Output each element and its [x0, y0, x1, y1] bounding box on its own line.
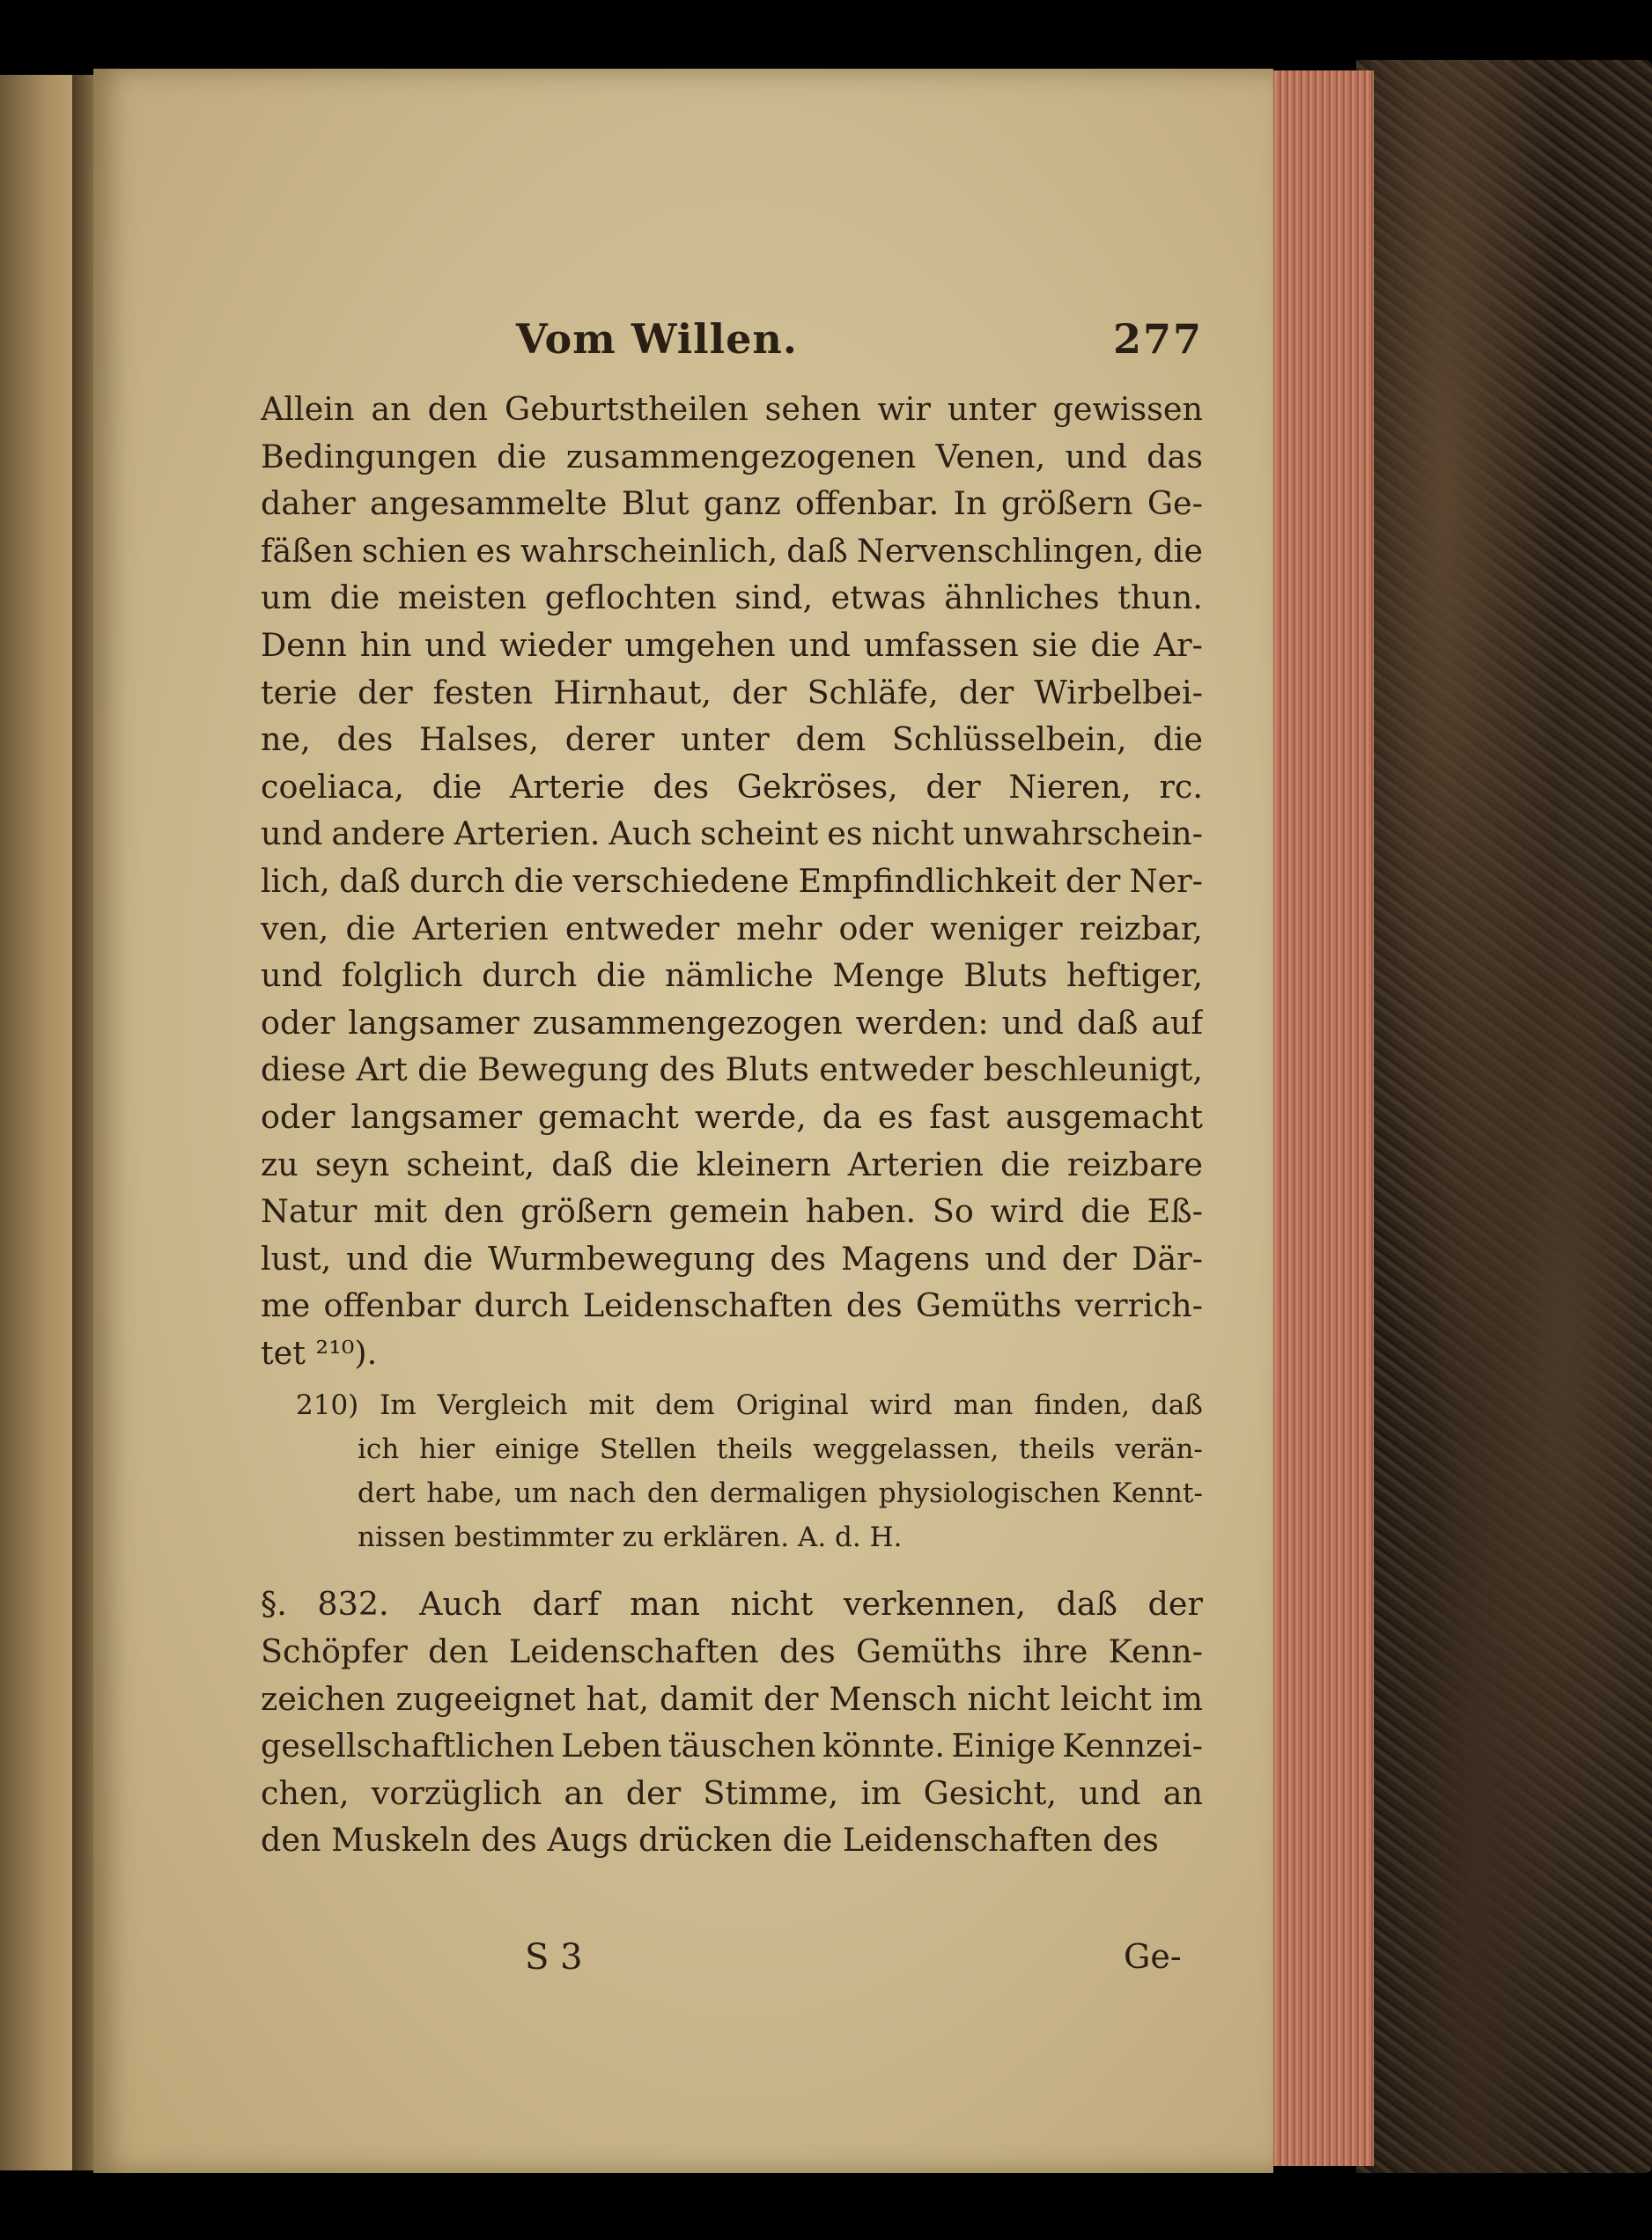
text-line: um die meisten geflochten sind, etwas ähnliches thun. [261, 578, 1203, 617]
body-paragraph-1 [261, 386, 1203, 1376]
text-line: nissen bestimmter zu erklären. A. d. H. [358, 1522, 903, 1554]
text-line: fäßen schien es wahrscheinlich, daß Nervenschlingen, die [261, 531, 1203, 570]
text-line: ich hier einige Stellen theils weggelassen, theils verän- [358, 1433, 1203, 1466]
text-line: dert habe, um nach den dermaligen physiologischen Kennt- [358, 1477, 1203, 1510]
text-line: den Muskeln des Augs drücken die Leidenschaften des [261, 1821, 1159, 1860]
text-line: lust, und die Wurmbewegung des Magens und der Där- [261, 1239, 1203, 1278]
page-header [261, 315, 1203, 386]
text-line: oder langsamer zusammengezogen werden: und daß auf [261, 1003, 1203, 1042]
text-line: gesellschaftlichen Leben täuschen könnte. Einige Kennzei- [261, 1727, 1203, 1765]
page-edges [1268, 70, 1374, 2166]
text-line: oder langsamer gemacht werde, da es fast ausgemacht [261, 1097, 1203, 1136]
text-line: tet ²¹⁰). [261, 1333, 378, 1372]
text-line: zu seyn scheint, daß die kleinern Arterien die reizbare [261, 1145, 1203, 1183]
text-line: lich, daß durch die verschiedene Empfindlichkeit der Ner- [261, 861, 1203, 900]
text-line: daher angesammelte Blut ganz offenbar. In größern Ge- [261, 484, 1203, 523]
text-line: Natur mit den größern gemein haben. So wird die Eß- [261, 1192, 1203, 1231]
body-paragraph-2 [261, 1581, 1203, 1864]
text-line: 210) Im Vergleich mit dem Original wird man finden, daß [296, 1389, 1203, 1422]
signature-mark: S 3 [525, 1937, 583, 1978]
page-number: 277 [1112, 315, 1203, 363]
text-line: §. 832. Auch darf man nicht verkennen, daß der [261, 1585, 1203, 1624]
text-line: ven, die Arterien entweder mehr oder weniger reizbar, [261, 909, 1203, 947]
text-line: diese Art die Bewegung des Bluts entweder beschleunigt, [261, 1050, 1203, 1089]
text-line: terie der festen Hirnhaut, der Schläfe, der Wirbelbei- [261, 673, 1203, 711]
catchword: Ge- [1124, 1937, 1182, 1976]
text-line: ne, des Halses, derer unter dem Schlüsselbein, die [261, 720, 1203, 759]
text-line: chen, vorzüglich an der Stimme, im Gesicht, und an [261, 1773, 1203, 1812]
text-line: coeliaca, die Arterie des Gekröses, der Nieren, rc. [261, 767, 1203, 806]
text-line: und andere Arterien. Auch scheint es nicht unwahrschein- [261, 814, 1203, 853]
page-text-block [261, 315, 1203, 1864]
text-line: me offenbar durch Leidenschaften des Gemüths verrich- [261, 1286, 1203, 1325]
running-title: Vom Willen. [516, 315, 798, 363]
text-line: Schöpfer den Leidenschaften des Gemüths ihre Kenn- [261, 1632, 1203, 1671]
book-cover-board [1356, 60, 1652, 2173]
previous-page-edge [0, 75, 72, 2170]
book-page [93, 69, 1273, 2173]
text-line: Denn hin und wieder umgehen und umfassen sie die Ar- [261, 625, 1203, 664]
text-line: zeichen zugeeignet hat, damit der Mensch nicht leicht im [261, 1679, 1203, 1718]
text-line: Bedingungen die zusammengezogenen Venen, und das [261, 437, 1203, 475]
footnote [261, 1383, 1203, 1559]
text-line: Allein an den Geburtstheilen sehen wir unter gewissen [261, 390, 1203, 428]
text-line: und folglich durch die nämliche Menge Bluts heftiger, [261, 956, 1203, 995]
